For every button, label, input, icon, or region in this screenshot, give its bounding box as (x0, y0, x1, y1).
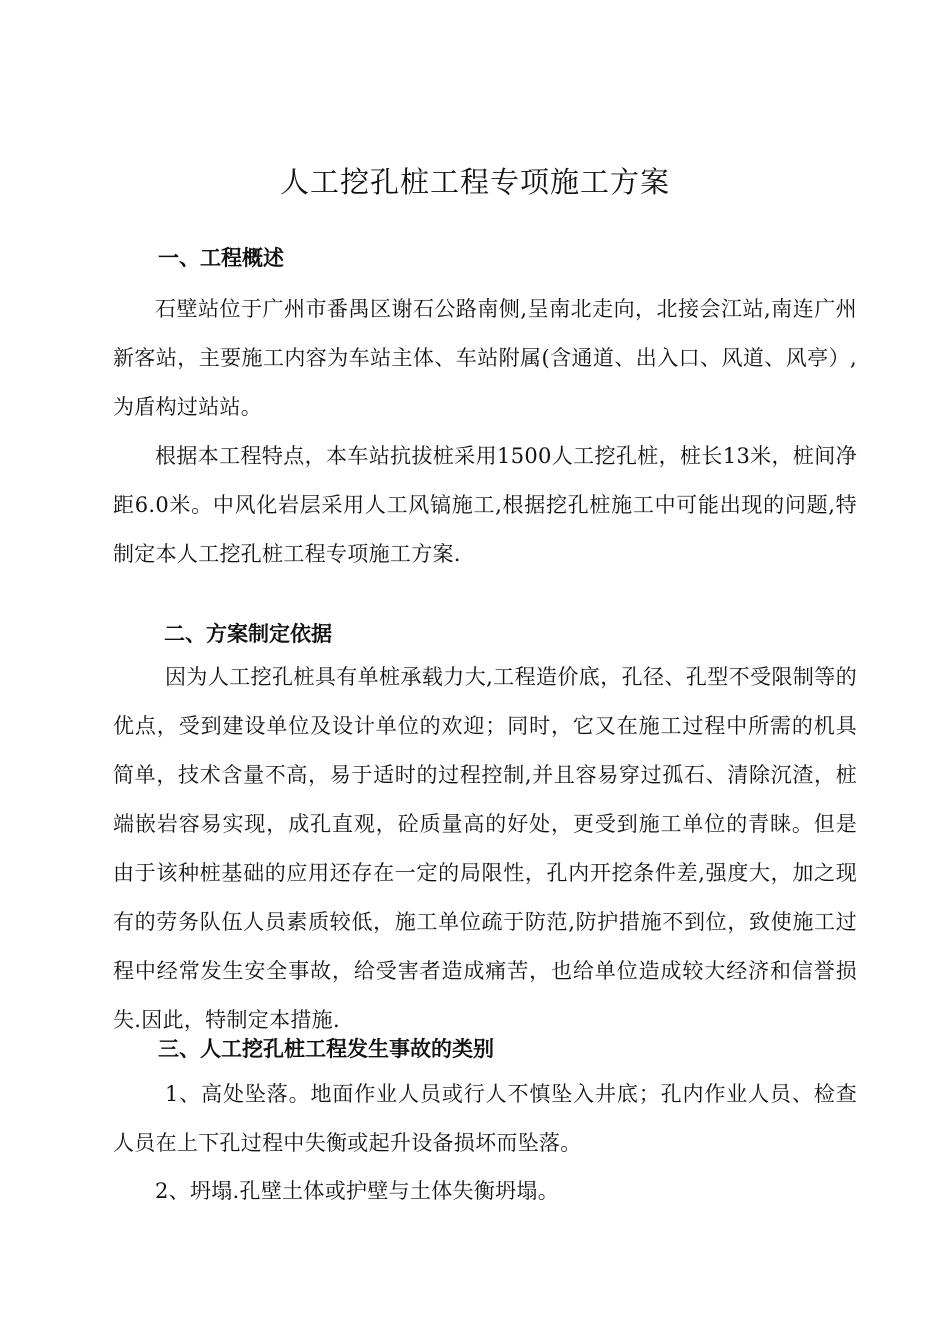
section-heading-overview: 一、工程概述 (158, 246, 284, 270)
section-heading-accident-types: 三、人工挖孔桩工程发生事故的类别 (158, 1037, 494, 1061)
overview-paragraph-features: 根据本工程特点，本车站抗拔桩采用1500人工挖孔桩，桩长13米，桩间净距6.0米。中风化岩层采用人工风镐施工,根据挖孔桩施工中可能出现的问题,特制定本人工挖孔桩工程专项施工方案. (113, 444, 857, 566)
document-title: 人工挖孔桩工程专项施工方案 (279, 165, 670, 199)
basis-paragraph: 因为人工挖孔桩具有单桩承载力大,工程造价底，孔径、孔型不受限制等的优点，受到建设单位及设计单位的欢迎；同时，它又在施工过程中所需的机具简单，技术含量不高，易于适时的过程控制,并且容易穿过孤石、清除沉渣，桩端嵌岩容易实现，成孔直观，砼质量高的好处，更受到施工单位的青睐。但是由于该种桩基础的应用还存在一定的局限性，孔内开挖条件差,强度大，加之现有的劳务队伍人员素质较低，施工单位疏于防范,防护措施不到位，致使施工过程中经常发生安全事故，给受害者造成痛苦，也给单位造成较大经济和信誉损失.因此，特制定本措施. (113, 665, 857, 1032)
accident-type-falling: 1、高处坠落。地面作业人员或行人不慎坠入井底；孔内作业人员、检查人员在上下孔过程中失衡或起升设备损坏而坠落。 (113, 1082, 857, 1155)
section-heading-basis: 二、方案制定依据 (164, 622, 332, 646)
accident-type-collapse: 2、坍塌.孔壁土体或护壁与土体失衡坍塌。 (155, 1179, 560, 1203)
overview-paragraph-location: 石壁站位于广州市番禺区谢石公路南侧,呈南北走向，北接会江站,南连广州新客站，主要施工内容为车站主体、车站附属(含通道、出入口、风道、风亭）,为盾构过站站。 (113, 297, 857, 419)
